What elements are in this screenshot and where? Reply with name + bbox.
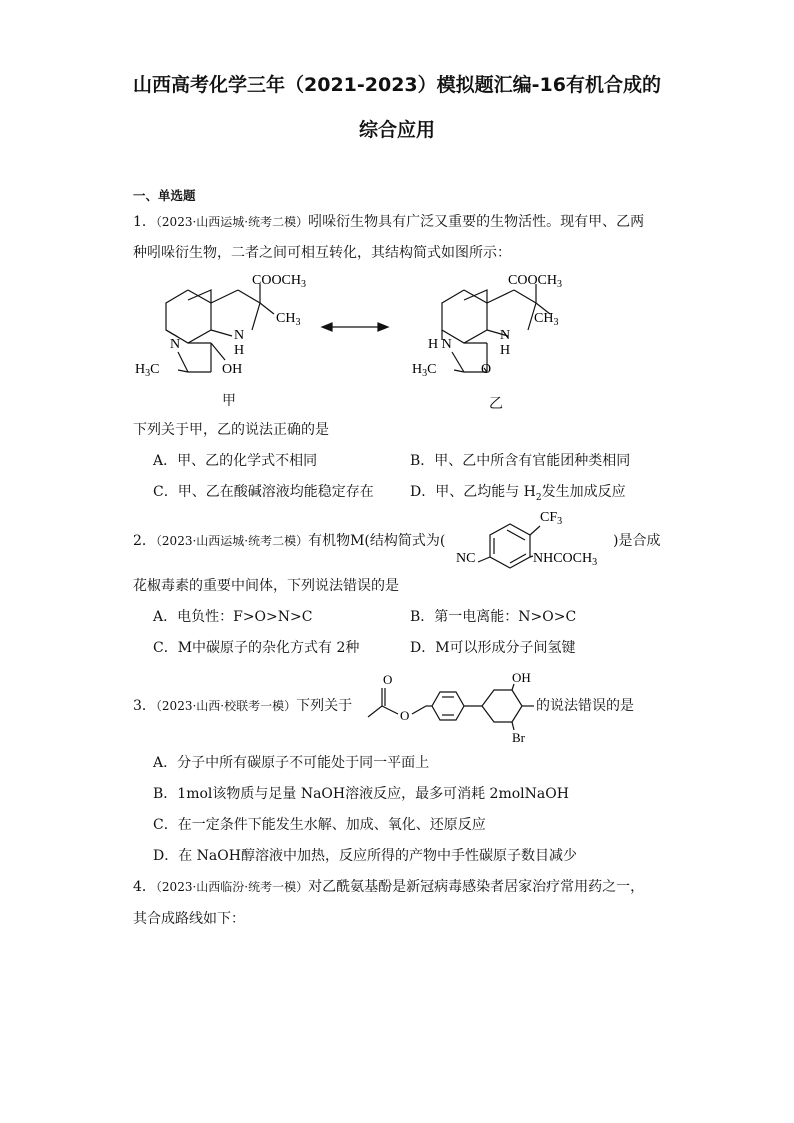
- question-3-line1: [133, 697, 352, 715]
- question-text: 下列关于: [296, 698, 353, 714]
- label-yi: 乙: [489, 396, 503, 412]
- oh-label-q3: OH: [512, 670, 531, 685]
- cf3-label: $CF_3$: [540, 510, 563, 527]
- h3c-label-yi: $H_3C$: [412, 362, 437, 379]
- question-4-line2: 其合成路线如下：: [133, 911, 245, 927]
- q3-option-d[interactable]: D．在 NaOH醇溶液中加热，反应所得的产物中手性碳原子数目减少: [153, 848, 577, 864]
- question-source: （2023·山西运城·统考二模）: [155, 534, 309, 548]
- question-number: 3．: [133, 698, 156, 714]
- q3-option-b[interactable]: B．1mol该物质与足量 NaOH溶液反应，最多可消耗 2molNaOH: [153, 786, 569, 802]
- h3c-label: $H_3C$: [135, 362, 160, 379]
- q1-option-b[interactable]: B．甲、乙中所含有官能团种类相同: [410, 453, 631, 469]
- q1-option-c[interactable]: C．甲、乙在酸碱溶液均能稳定存在: [153, 484, 374, 500]
- question-number: 1．: [133, 214, 156, 230]
- ch3-label: $CH_3$: [276, 311, 301, 328]
- question-2-line1: [133, 532, 445, 550]
- question-source: （2023·山西临汾·统考一模）: [155, 880, 309, 894]
- n-label: N: [170, 337, 181, 352]
- q1-option-d-sub: 2: [535, 492, 542, 503]
- question-text: 吲哚衍生物具有广泛又重要的生物活性。现有甲、乙两: [308, 214, 645, 230]
- ester-o-label: O: [400, 708, 410, 723]
- q1-option-d-text: D．甲、乙均能与 H: [410, 484, 536, 500]
- oh-label: OH: [222, 362, 243, 377]
- question-number: 4．: [133, 879, 156, 895]
- q3-option-a[interactable]: A．分子中所有碳原子不可能处于同一平面上: [153, 755, 430, 771]
- q2-option-c[interactable]: C．M中碳原子的杂化方式有 2种: [153, 640, 360, 656]
- q2-option-d[interactable]: D．M可以形成分子间氢键: [410, 640, 576, 656]
- question-2-line1-end: )是合成: [613, 533, 661, 549]
- nhcoch3-label: $NHCOCH_3$: [533, 551, 598, 568]
- q2-option-a[interactable]: A．电负性：F>O>N>C: [153, 609, 313, 625]
- page-title: 山西高考化学三年（2021-2023）模拟题汇编-16有机合成的: [133, 74, 661, 96]
- question-number: 2．: [133, 533, 156, 549]
- h-label: H: [234, 343, 245, 358]
- q1-option-a[interactable]: A．甲、乙的化学式不相同: [153, 453, 318, 469]
- question-1-line2: 种吲哚衍生物，二者之间可相互转化，其结构简式如图所示：: [133, 245, 511, 261]
- hn-label: H N: [428, 337, 452, 352]
- br-label: Br: [512, 730, 525, 745]
- o-label: O: [481, 362, 492, 377]
- question-source: （2023·山西运城·统考二模）: [155, 215, 309, 229]
- page-title-line2: 综合应用: [358, 119, 435, 141]
- h-label-yi: H: [500, 343, 511, 358]
- label-jia: 甲: [222, 393, 236, 409]
- question-1-stem: 下列关于甲，乙的说法正确的是: [133, 422, 329, 438]
- question-4-line1: [133, 878, 644, 896]
- question-text: 对乙酰氨基酚是新冠病毒感染者居家治疗常用药之一，: [308, 879, 645, 895]
- cooch3-label-yi: $COOCH_3$: [508, 273, 563, 290]
- question-3-line1-end: 的说法错误的是: [536, 698, 634, 714]
- nc-label: NC: [456, 551, 476, 566]
- n-label-yi: N: [500, 328, 511, 343]
- q2-option-b[interactable]: B．第一电离能：N>O>C: [410, 609, 577, 625]
- carbonyl-o-label: O: [383, 672, 393, 687]
- ch3-label-yi: $CH_3$: [534, 311, 559, 328]
- question-text: 有机物M(结构简式为(: [308, 533, 446, 549]
- q1-option-d-text2: 发生加成反应: [541, 484, 626, 500]
- q3-option-c[interactable]: C．在一定条件下能发生水解、加成、氧化、还原反应: [153, 817, 486, 833]
- n-label-pyrrole: N: [234, 328, 245, 343]
- question-2-line2: 花椒毒素的重要中间体，下列说法错误的是: [133, 578, 399, 594]
- cooch3-label: $COOCH_3$: [252, 273, 307, 290]
- section-heading: 一、单选题: [133, 188, 196, 203]
- question-source: （2023·山西·校联考一模）: [155, 699, 297, 713]
- q1-option-d[interactable]: [410, 483, 626, 507]
